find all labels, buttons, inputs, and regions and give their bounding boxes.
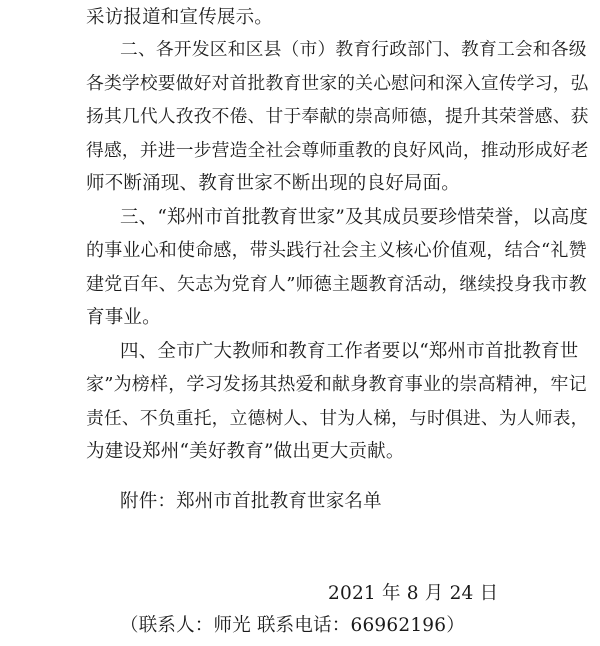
contact-line: （联系人：师光 联系电话：66962196）: [120, 615, 465, 636]
paragraph-2-line: 各类学校要做好对首批教育世家的关心慰问和深入宣传学习，弘: [86, 74, 589, 94]
paragraph-4-line: 家”为榜样，学习发扬其热爱和献身教育事业的崇高精神，牢记: [86, 374, 587, 395]
paragraph-3-line: 育事业。: [86, 307, 161, 328]
paragraph-top-line: 采访报道和宣传展示。: [86, 7, 274, 28]
paragraph-3-line: 的事业心和使命感，带头践行社会主义核心价值观，结合“礼赞: [86, 240, 587, 261]
paragraph-2-line: 得感，并进一步营造全社会尊师重教的良好风尚，推动形成好老: [86, 141, 589, 161]
paragraph-2-line: 师不断涌现、教育世家不断出现的良好局面。: [86, 173, 461, 194]
paragraph-4-line: 为建设郑州“美好教育”做出更大贡献。: [86, 441, 405, 462]
attachment-line: 附件：郑州市首批教育世家名单: [120, 491, 382, 512]
paragraph-4-line: 责任、不负重托，立德树人、甘为人梯，与时俱进、为人师表，: [86, 409, 589, 429]
date-line: 2021 年 8 月 24 日: [328, 583, 499, 604]
paragraph-4-line: 四、全市广大教师和教育工作者要以“郑州市首批教育世: [120, 341, 579, 362]
paragraph-3-line: 三、“郑州市首批教育世家”及其成员要珍惜荣誉，以高度: [120, 207, 589, 228]
paragraph-2-line: 二、各开发区和区县（市）教育行政部门、教育工会和各级: [120, 40, 587, 60]
paragraph-2-line: 扬其几代人孜孜不倦、甘于奉献的崇高师德，提升其荣誉感、获: [86, 107, 589, 127]
paragraph-3-line: 建党百年、矢志为党育人”师德主题教育活动，继续投身我市教: [86, 274, 587, 295]
